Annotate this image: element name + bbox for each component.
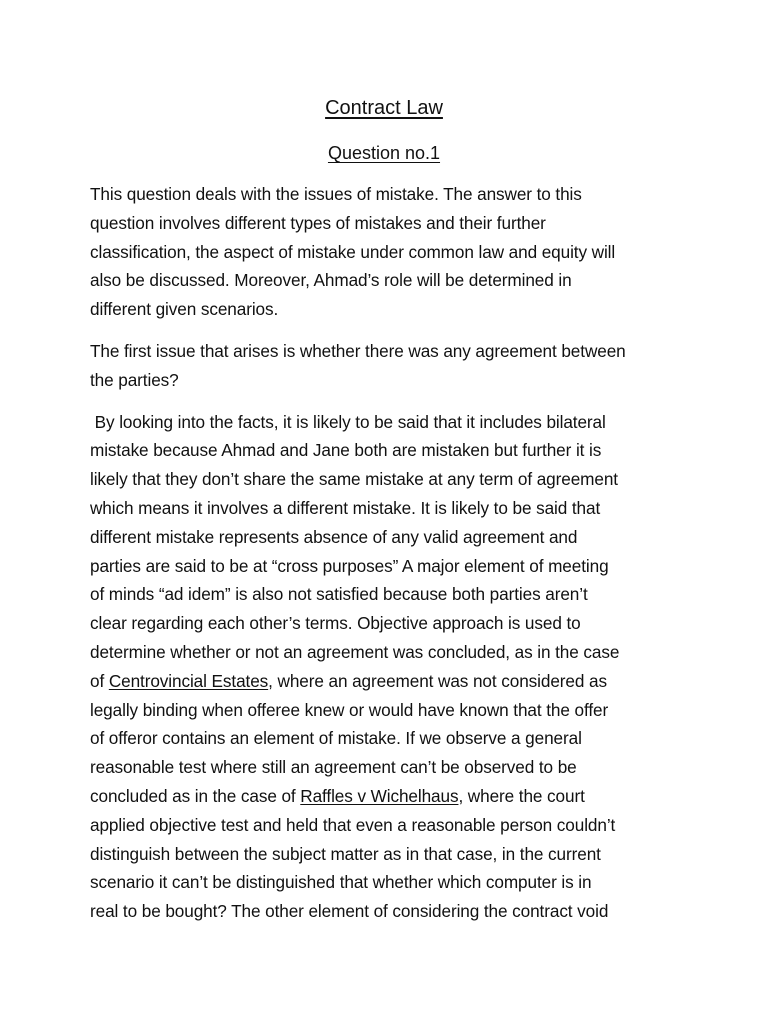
text-segment: concluded as in the case of xyxy=(90,785,301,806)
text-line: reasonable test where still an agreement can’t be observed to be xyxy=(90,757,577,778)
text-line: legally binding when offeree knew or would have known that the offer xyxy=(90,699,609,720)
text-line: question involves different types of mistakes and their further xyxy=(90,212,546,233)
paragraph-analysis xyxy=(90,408,690,926)
text-line: also be discussed. Moreover, Ahmad’s role will be determined in xyxy=(90,270,572,291)
text-line: By looking into the facts, it is likely to be said that it includes bilateral xyxy=(90,411,606,432)
text-line-with-case xyxy=(90,667,690,696)
text-line: which means it involves a different mistake. It is likely to be said that xyxy=(90,497,601,518)
question-heading: Question no.1 xyxy=(327,143,441,163)
text-line-with-case xyxy=(90,782,690,811)
text-line: The first issue that arises is whether there was any agreement between xyxy=(90,340,626,361)
text-line: the parties? xyxy=(90,369,179,390)
text-line: likely that they don’t share the same mistake at any term of agreement xyxy=(90,469,618,490)
text-line: different given scenarios. xyxy=(90,299,279,320)
text-line: mistake because Ahmad and Jane both are mistaken but further it is xyxy=(90,440,602,461)
text-line: This question deals with the issues of mistake. The answer to this xyxy=(90,184,582,204)
case-citation-centrovincial: Centrovincial Estates xyxy=(108,670,269,691)
text-line: scenario it can’t be distinguished that whether which computer is in xyxy=(90,872,592,893)
text-line: applied objective test and held that even a reasonable person couldn’t xyxy=(90,814,616,835)
text-line: different mistake represents absence of any valid agreement and xyxy=(90,526,578,547)
text-line: clear regarding each other’s terms. Objective approach is used to xyxy=(90,613,581,634)
document-title: Contract Law xyxy=(325,97,443,119)
text-line: classification, the aspect of mistake under common law and equity will xyxy=(90,241,616,262)
text-line: of offeror contains an element of mistake. If we observe a general xyxy=(90,728,582,749)
paragraph-intro xyxy=(90,180,690,324)
paragraph-first-issue xyxy=(90,337,690,395)
text-line: of minds “ad idem” is also not satisfied because both parties aren’t xyxy=(90,584,588,605)
case-citation-raffles: Raffles v Wichelhaus xyxy=(300,785,459,806)
text-segment: of xyxy=(90,670,109,691)
text-line: distinguish between the subject matter as in that case, in the current xyxy=(90,843,601,864)
text-line: determine whether or not an agreement was concluded, as in the case xyxy=(90,641,620,662)
document-body xyxy=(90,180,690,939)
text-line: parties are said to be at “cross purposes” A major element of meeting xyxy=(90,555,609,576)
text-segment: , where an agreement was not considered as xyxy=(268,670,607,691)
text-segment: , where the court xyxy=(458,785,585,806)
text-line: real to be bought? The other element of considering the contract void xyxy=(90,901,609,922)
